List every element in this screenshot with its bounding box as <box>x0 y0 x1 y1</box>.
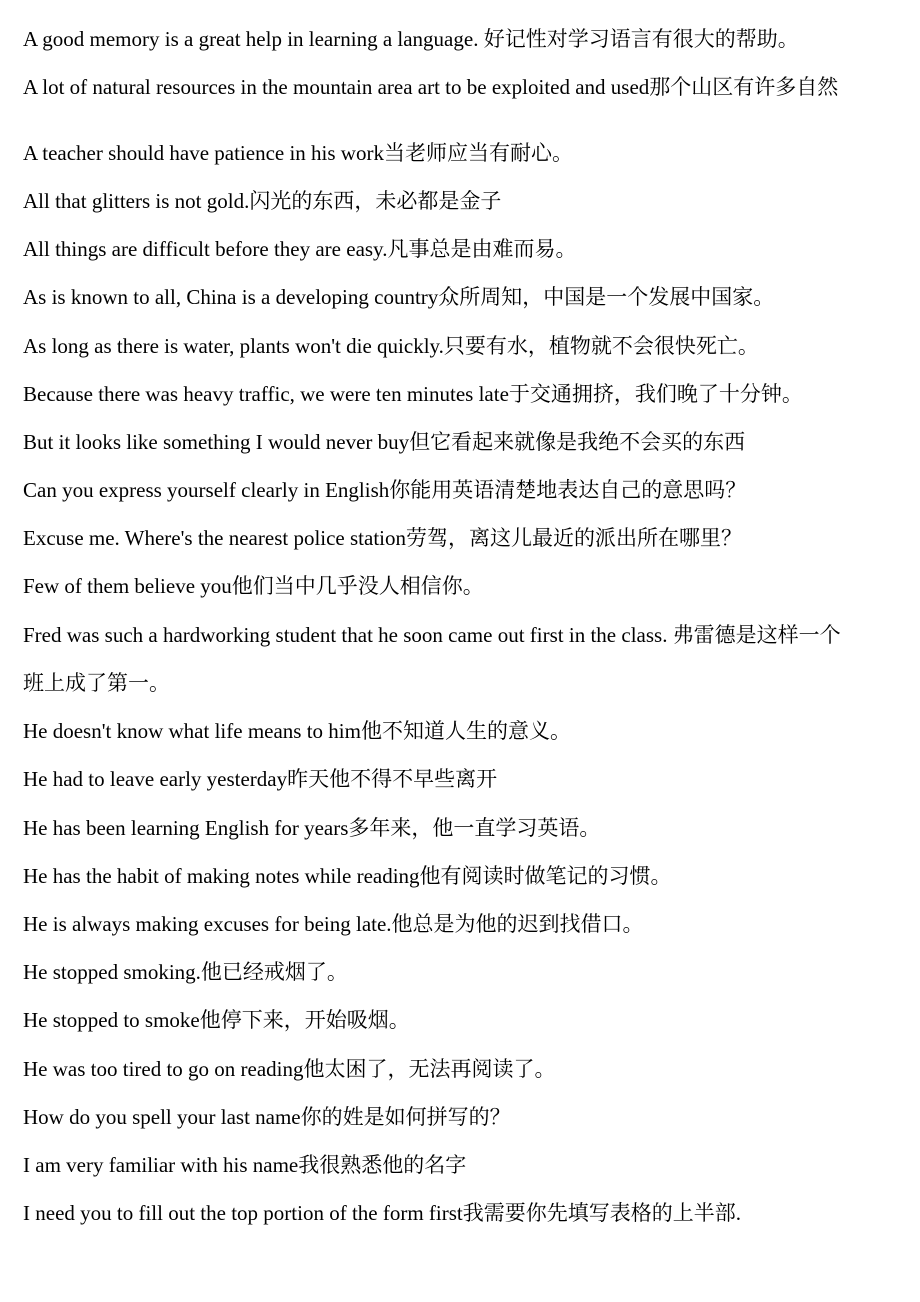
sentence-line: Excuse me. Where's the nearest police station劳驾，离这儿最近的派出所在哪里？ <box>23 526 743 550</box>
sentence-line: He has been learning English for years多年来，他一直学习英语。 <box>23 816 601 840</box>
sentence-line: He has the habit of making notes while reading他有阅读时做笔记的习惯。 <box>23 864 672 888</box>
sentence-line: He stopped smoking.他已经戒烟了。 <box>23 960 348 984</box>
sentence-line: He stopped to smoke他停下来，开始吸烟。 <box>23 1008 410 1032</box>
sentence-line: All things are difficult before they are easy.凡事总是由难而易。 <box>23 237 577 261</box>
sentence-line: He is always making excuses for being late.他总是为他的迟到找借口。 <box>23 912 644 936</box>
sentence-line: A lot of natural resources in the mountain area art to be exploited and used那个山区有许多自然 <box>23 75 839 99</box>
sentence-line: I am very familiar with his name我很熟悉他的名字 <box>23 1153 467 1177</box>
sentence-line: Can you express yourself clearly in English你能用英语清楚地表达自己的意思吗？ <box>23 478 747 502</box>
sentence-line: A good memory is a great help in learning a language. 好记性对学习语言有很大的帮助。 <box>23 27 799 51</box>
sentence-line: As long as there is water, plants won't die quickly.只要有水，植物就不会很快死亡。 <box>23 334 759 358</box>
sentence-line: A teacher should have patience in his work当老师应当有耐心。 <box>23 141 573 165</box>
sentence-line: But it looks like something I would never buy但它看起来就像是我绝不会买的东西 <box>23 430 746 454</box>
sentence-line: Because there was heavy traffic, we were ten minutes late于交通拥挤，我们晚了十分钟。 <box>23 382 803 406</box>
sentence-line: I need you to fill out the top portion of the form first我需要你先填写表格的上半部. <box>23 1201 741 1225</box>
sentence-line: As is known to all, China is a developing country众所周知，中国是一个发展中国家。 <box>23 285 775 309</box>
sentence-line: How do you spell your last name你的姓是如何拼写的？ <box>23 1105 511 1129</box>
sentence-line: He was too tired to go on reading他太困了，无法再阅读了。 <box>23 1057 556 1081</box>
sentence-line: 班上成了第一。 <box>23 671 170 695</box>
sentence-line: He had to leave early yesterday昨天他不得不早些离开 <box>23 767 498 791</box>
sentence-line: Fred was such a hardworking student that he soon came out first in the class. 弗雷德是这样一个 <box>23 623 841 647</box>
sentence-line: He doesn't know what life means to him他不知道人生的意义。 <box>23 719 571 743</box>
sentence-line: Few of them believe you他们当中几乎没人相信你。 <box>23 574 484 598</box>
sentence-line: All that glitters is not gold.闪光的东西，未必都是金子 <box>23 189 502 213</box>
